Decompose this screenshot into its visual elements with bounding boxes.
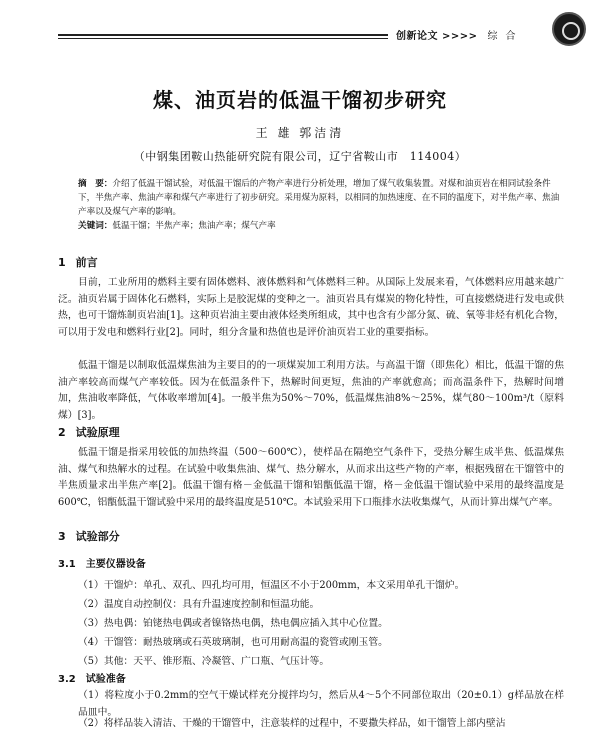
list-item: （1）干馏炉：单孔、双孔、四孔均可用，恒温区不小于200mm，本文采用单孔干馏炉。 (78, 580, 465, 591)
list-item: （4）干馏管：耐热玻璃或石英玻璃制，也可用耐高温的瓷管或刚玉管。 (78, 637, 388, 648)
abstract (78, 177, 564, 219)
section-title: 试验部分 (75, 530, 120, 543)
paper-title: 煤、油页岩的低温干馏初步研究 (153, 88, 447, 112)
abstract-label: 摘 要： (78, 179, 113, 189)
section-number: 3 (58, 530, 66, 543)
paragraph: 低温干馏是指采用较低的加热终温（500～600℃），使样品在隔绝空气条件下，受热分解生成半焦、低温煤焦油、煤气和热解水的过程。在试验中收集焦油、煤气、热分解水，从而求出这些产物的产率，根据残留在干馏管中的半焦质量求出半焦产率[2]。低温干馏有格－金低温干馏和铝甑低温干馏，格－金低温干馏试验中采用的最终温度是600℃，铝甑低温干馏试验中采用的最终温度是510℃。本试验采用下口瓶排水法收集煤气，从而计算出煤气产率。 (58, 447, 564, 508)
subsection-number: 3.1 (58, 559, 76, 570)
section-heading (58, 528, 120, 544)
list-item: （3）热电偶：铂铑热电偶或者镍铬热电偶，热电偶应插入其中心位置。 (78, 618, 388, 629)
journal-logo-icon (552, 12, 586, 46)
section-name: 综合 (487, 31, 524, 42)
keywords (78, 219, 564, 231)
header-rule (58, 34, 388, 36)
section-heading (58, 254, 98, 270)
section-number: 2 (58, 426, 66, 439)
header-rule-thin (58, 38, 388, 39)
header-text (396, 27, 524, 42)
section-heading (58, 424, 120, 440)
subsection-heading (58, 555, 146, 570)
procedure-step: （2）将样品装入清洁、干燥的干馏管中，注意装样的过程中，不要撒失样品，如干馏管上部内壁沾 (78, 718, 506, 729)
keywords-label: 关键词： (78, 221, 113, 231)
section-number: 1 (58, 256, 66, 269)
section-title: 前言 (75, 256, 98, 269)
subsection-number: 3.2 (58, 674, 76, 685)
subsection-title: 试验准备 (85, 674, 126, 685)
header-arrows: >>>> (442, 31, 478, 42)
list-item: （5）其他：天平、锥形瓶、冷凝管、广口瓶、气压计等。 (78, 656, 330, 667)
journal-name: 创新论文 (396, 31, 438, 42)
subsection-heading (58, 670, 126, 685)
paragraph: 低温干馏是以制取低温煤焦油为主要目的的一项煤炭加工利用方法。与高温干馏（即焦化）相比，低温干馏的焦油产率较高而煤气产率较低。因为在低温条件下，热解时间更短，焦油的产率就愈高；而高温条件下，热解时间增加，焦油收率降低，气体收率增加[4]。一般半焦为50%～70%，低温煤焦油8%～25%，煤气80～100m³/t（原料煤）[3]。 (58, 360, 564, 421)
section-title: 试验原理 (75, 426, 120, 439)
procedure-step: （1）将粒度小于0.2mm的空气干燥试样充分搅拌均匀，然后从4～5个不同部位取出（20±0.1）g样品放在样品皿中。 (78, 690, 564, 718)
abstract-text: 介绍了低温干馏试验，对低温干馏后的产物产率进行分析处理，增加了煤气收集装置。对煤和油页岩在相同试验条件下，半焦产率、焦油产率和煤气产率进行了初步研究。采用煤为原料，以相同的加热速度、在不同的温度下，对半焦产率、焦油产率以及煤气产率的影响。 (78, 179, 560, 217)
affiliation: （中钢集团鞍山热能研究院有限公司，辽宁省鞍山市 114004） (133, 150, 467, 163)
authors: 王 雄 郭洁清 (255, 126, 345, 140)
journal-header (58, 10, 588, 52)
list-item: （2）温度自动控制仪：具有升温速度控制和恒温功能。 (78, 599, 320, 610)
paragraph: 目前，工业所用的燃料主要有固体燃料、液体燃料和气体燃料三种。从国际上发展来看，气体燃料应用越来越广泛。油页岩属于固体化石燃料，实际上是胶泥煤的变种之一。油页岩具有煤炭的物化特性，可直接燃烧进行发电或供热，也可干馏炼制页岩油[1]。这种页岩油主要由液体烃类所组成，其中也含有少部分氮、硫、氧等非烃有机化合物，可以用于发电和燃料行业[2]。同时，组分含量和热值也是评价油页岩工业的重要指标。 (58, 277, 564, 338)
subsection-title: 主要仪器设备 (85, 559, 146, 570)
keywords-text: 低温干馏；半焦产率；焦油产率；煤气产率 (112, 221, 276, 231)
equipment-list (78, 576, 564, 671)
